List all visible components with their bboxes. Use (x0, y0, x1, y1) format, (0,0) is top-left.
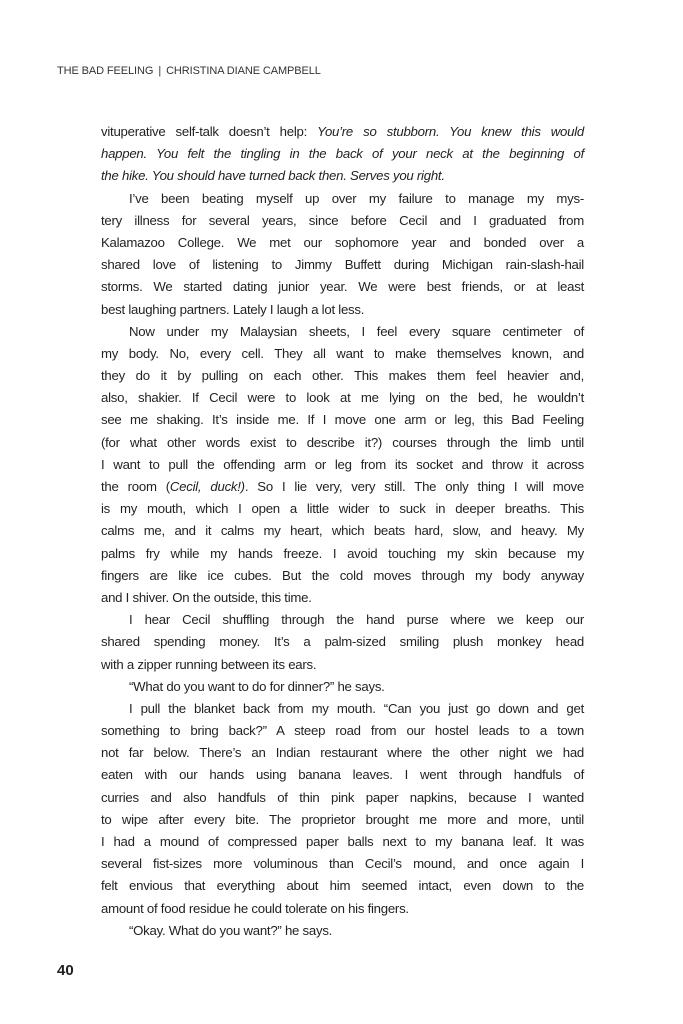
body-text (101, 121, 584, 942)
text-segment: “Okay. What do you want?” he says. (129, 922, 333, 938)
book-title: THE BAD FEELING (57, 65, 154, 77)
text-line (101, 476, 584, 498)
text-line (101, 498, 584, 520)
text-segment: . So I lie very, very still. The only thing I will move (244, 479, 584, 494)
text-segment: with a zipper running between its ears. (101, 656, 317, 672)
text-line (101, 764, 584, 786)
text-segment: palms fry while my hands freeze. I avoid touching my skin because my (101, 545, 584, 561)
text-segment: they do it by pulling on each other. This makes them feel heavier and, (101, 368, 584, 384)
text-line (101, 409, 584, 431)
text-segment: “What do you want to do for dinner?” he says. (129, 678, 385, 694)
italic-text: the hike. You should have turned back then. Serves you right. (101, 168, 445, 184)
text-segment: amount of food residue he could tolerate on his fingers. (101, 900, 409, 916)
text-line (101, 609, 584, 631)
text-line (101, 365, 584, 387)
text-segment: the room ( (101, 479, 170, 494)
text-segment: I hear Cecil shuffling through the hand purse where we keep our (129, 612, 584, 628)
text-line (101, 809, 584, 831)
text-line (101, 543, 584, 565)
text-segment: eaten with our hands using banana leaves. I went through handfuls of (101, 767, 584, 783)
text-segment: calms me, and it calms my heart, which beats hard, slow, and heavy. My (101, 523, 584, 539)
text-segment: I want to pull the offending arm or leg from its socket and throw it across (101, 456, 584, 472)
author-name: CHRISTINA DIANE CAMPBELL (166, 65, 321, 77)
text-segment: shared love of listening to Jimmy Buffett during Michigan rain-slash-hail (101, 257, 584, 273)
text-segment: best laughing partners. Lately I laugh a lot less. (101, 301, 365, 317)
text-segment: not far below. There’s an Indian restaurant where the other night we had (101, 745, 584, 761)
text-line (101, 121, 584, 143)
text-line (101, 188, 584, 210)
text-segment: shared spending money. It’s a palm-sized smiling plush monkey head (101, 634, 584, 650)
text-segment: I had a mound of compressed paper balls next to my banana leaf. It was (101, 834, 584, 849)
text-line (101, 631, 584, 653)
text-line (101, 165, 584, 187)
text-line (101, 343, 584, 365)
text-line (101, 742, 584, 764)
text-line (101, 299, 584, 321)
text-line (101, 210, 584, 232)
text-segment: Kalamazoo College. We met our sophomore year and bonded over a (101, 234, 584, 250)
text-segment: fingers are like ice cubes. But the cold moves through my body anyway (101, 567, 584, 583)
text-segment: several fist-sizes more voluminous than Cecil’s mound, and once again I (101, 856, 584, 872)
text-line (101, 321, 584, 343)
text-segment: felt envious that everything about him seemed intact, even down to the (101, 878, 584, 894)
text-segment: I pull the blanket back from my mouth. “Can you just go down and get (129, 700, 584, 716)
text-segment: something to bring back?” A steep road from our hostel leads to a town (101, 723, 584, 739)
italic-text: happen. You felt the tingling in the back of your neck at the beginning of (101, 146, 584, 162)
italic-text: You’re so stubborn. You knew this would (317, 124, 584, 139)
text-segment: to wipe after every bite. The proprietor brought me more and more, until (101, 811, 584, 827)
text-line (101, 831, 584, 853)
text-line (101, 276, 584, 298)
text-segment: is my mouth, which I open a little wider to suck in deeper breaths. This (101, 501, 584, 517)
text-segment: see me shaking. It’s inside me. If I move one arm or leg, this Bad Feeling (101, 412, 584, 428)
text-segment: (for what other words exist to describe it?) courses through the limb until (101, 434, 584, 450)
italic-text: Cecil, duck!) (169, 479, 245, 494)
text-segment: tery illness for several years, since before Cecil and I graduated from (101, 212, 584, 228)
text-line (101, 875, 584, 897)
running-header (57, 65, 321, 77)
page-number: 40 (57, 962, 74, 979)
text-segment: I’ve been beating myself up over my failure to manage my mys- (129, 190, 584, 206)
text-segment: also, shakier. If Cecil were to look at me lying on the bed, he wouldn’t (101, 390, 584, 406)
text-line (101, 920, 584, 942)
text-line (101, 676, 584, 698)
header-separator: | (158, 65, 162, 77)
text-line (101, 587, 584, 609)
text-line (101, 232, 584, 254)
text-line (101, 387, 584, 409)
text-line (101, 143, 584, 165)
text-line (101, 520, 584, 542)
text-line (101, 720, 584, 742)
text-line (101, 787, 584, 809)
text-line (101, 454, 584, 476)
text-segment: vituperative self-talk doesn’t help: (101, 124, 318, 139)
text-segment: curries and also handfuls of thin pink paper napkins, because I wanted (101, 789, 584, 805)
text-line (101, 853, 584, 875)
text-line (101, 254, 584, 276)
text-segment: storms. We started dating junior year. We were best friends, or at least (101, 279, 584, 295)
text-line (101, 898, 584, 920)
text-segment: and I shiver. On the outside, this time. (101, 589, 312, 605)
text-segment: Now under my Malaysian sheets, I feel every square centimeter of (129, 323, 584, 339)
text-line (101, 654, 584, 676)
text-line (101, 565, 584, 587)
text-line (101, 432, 584, 454)
text-line (101, 698, 584, 720)
text-segment: my body. No, every cell. They all want to make themselves known, and (101, 345, 584, 361)
